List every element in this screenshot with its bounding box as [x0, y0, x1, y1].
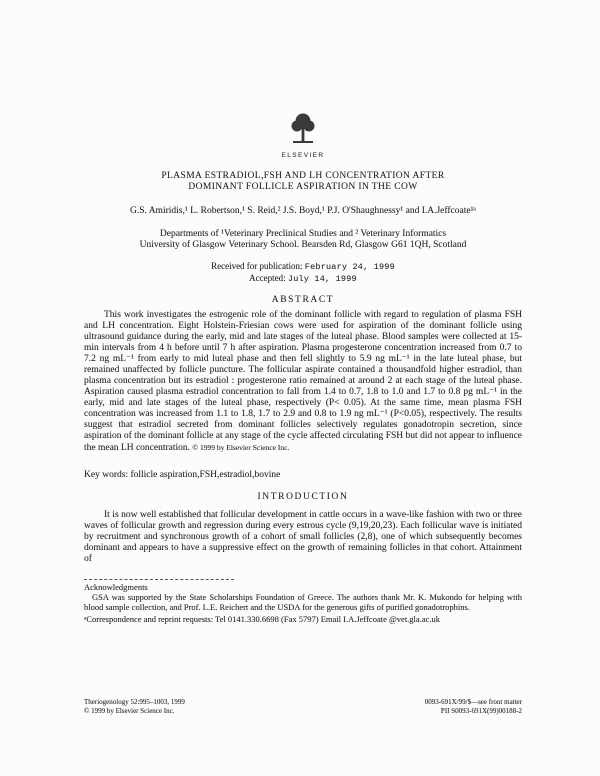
- publisher-logo: [84, 112, 522, 159]
- elsevier-logo-text: ELSEVIER: [281, 152, 325, 159]
- paper-title: [84, 171, 522, 193]
- affiliation-block: [84, 229, 522, 251]
- abstract-body: This work investigates the estrogenic role of the dominant follicle with regard to regulation of plasma FSH and LH concentration. Eight Holstein-Friesian cows were used for aspiration of the dominant follicle using ultrasound guidance during the early, mid and late stages of the luteal phase. Blood samples were collected at 15-min intervals from 4 h before until 7 h after aspiration. Plasma progesterone concentration increased from 0.7 to 7.2 ng mL⁻¹ from early to mid luteal phase and then fell slightly to 5.9 ng mL⁻¹ in the late luteal phase, but remained unaffected by follicle puncture. The follicular aspirate contained a thousandfold higher estradiol, than plasma concentration but its estradiol : progesterone ratio remained at around 2 at each stage of the luteal phase. Aspiration caused plasma estradiol concentration to fall from 1.4 to 0.7, 1.8 to 1.0 and 1.7 to 0.8 pg mL⁻¹ in the early, mid and late stages of the luteal phase, respectively (P< 0.05). At the same time, mean plasma FSH concentration was increased from 1.1 to 1.8, 1.7 to 2.9 and 0.8 to 1.9 ng mL⁻¹ (P<0.05), respectively. The results suggest that estradiol secreted from dominant follicles selectively regulates gonadotropin secretion, since aspiration of the dominant follicle at any stage of the cycle affected circulating FSH but did not appear to influence the mean LH concentration.: [84, 310, 522, 453]
- accepted-label: Accepted:: [249, 273, 286, 283]
- affiliation-line-1: Departments of ¹Veterinary Preclinical Studies and ² Veterinary Informatics: [159, 229, 447, 239]
- abstract-text: [84, 310, 522, 454]
- footer-left-block: [84, 698, 185, 715]
- received-line: [84, 261, 522, 273]
- received-label: Received for publication:: [211, 261, 303, 271]
- footnote-divider: [84, 579, 234, 580]
- pii-line: PII S0093-691X(99)00188-2: [440, 706, 522, 715]
- acknowledgments-heading: Acknowledgments: [84, 582, 148, 592]
- paper-title-line-1: PLASMA ESTRADIOL,FSH AND LH CONCENTRATION AFTER: [161, 171, 445, 181]
- introduction-text: It is now well established that follicular development in cattle occurs in a wave-like fashion with two or three waves of follicular growth and regression during every estrous cycle (9,19,20,23). Each follicular wave is initiated by recruitment and synchronous growth of a cohort of small follicles (2,8), one of which subsequently becomes dominant and appears to have a suppressive effect on the growth of remaining follicles in that cohort. Attainment of: [84, 510, 522, 564]
- page-footer: [84, 698, 522, 715]
- journal-copyright: © 1999 by Elsevier Science Inc.: [84, 706, 175, 715]
- journal-citation: Theriogenology 52:995–1003, 1999: [84, 698, 185, 706]
- issn-line: 0093-691X/99/$—see front matter: [424, 698, 522, 706]
- paper-title-line-2: DOMINANT FOLLICLE ASPIRATION IN THE COW: [188, 182, 418, 192]
- correspondence-note: ᵃCorrespondence and reprint requests: Tel 0141.330.6698 (Fax 5797) Email I.A.Jeffcoate @vet.gla.ac.uk: [84, 614, 440, 624]
- page-content-column: [84, 0, 522, 624]
- abstract-copyright: © 1999 by Elsevier Science Inc.: [192, 443, 290, 452]
- introduction-heading: INTRODUCTION: [257, 492, 349, 502]
- footnote-block: [84, 579, 522, 624]
- acknowledgments-text: GSA was supported by the State Scholarships Foundation of Greece. The authors thank Mr. K. Mukondo for helping with blood sample collection, and Prof. L.E. Reichert and the USDA for the generous gifts of purified gonadotrophins.: [84, 592, 522, 612]
- accepted-line: [84, 273, 522, 285]
- keywords-line: Key words: follicle aspiration,FSH,estradiol,bovine: [84, 470, 281, 480]
- author-list: G.S. Amiridis,¹ L. Robertson,¹ S. Reid,² J.S. Boyd,¹ P.J. O'Shaughnessy¹ and I.A.Jeffcoate¹ᵃ: [129, 206, 477, 216]
- abstract-heading: ABSTRACT: [271, 295, 335, 305]
- accepted-date: July 14, 1999: [287, 274, 357, 284]
- affiliation-line-2: University of Glasgow Veterinary School. Bearsden Rd, Glasgow G61 1QH, Scotland: [139, 240, 467, 250]
- received-date: February 24, 1999: [304, 262, 395, 272]
- publication-dates: [84, 261, 522, 285]
- elsevier-tree-icon: [288, 133, 318, 150]
- footer-right-block: [425, 698, 522, 715]
